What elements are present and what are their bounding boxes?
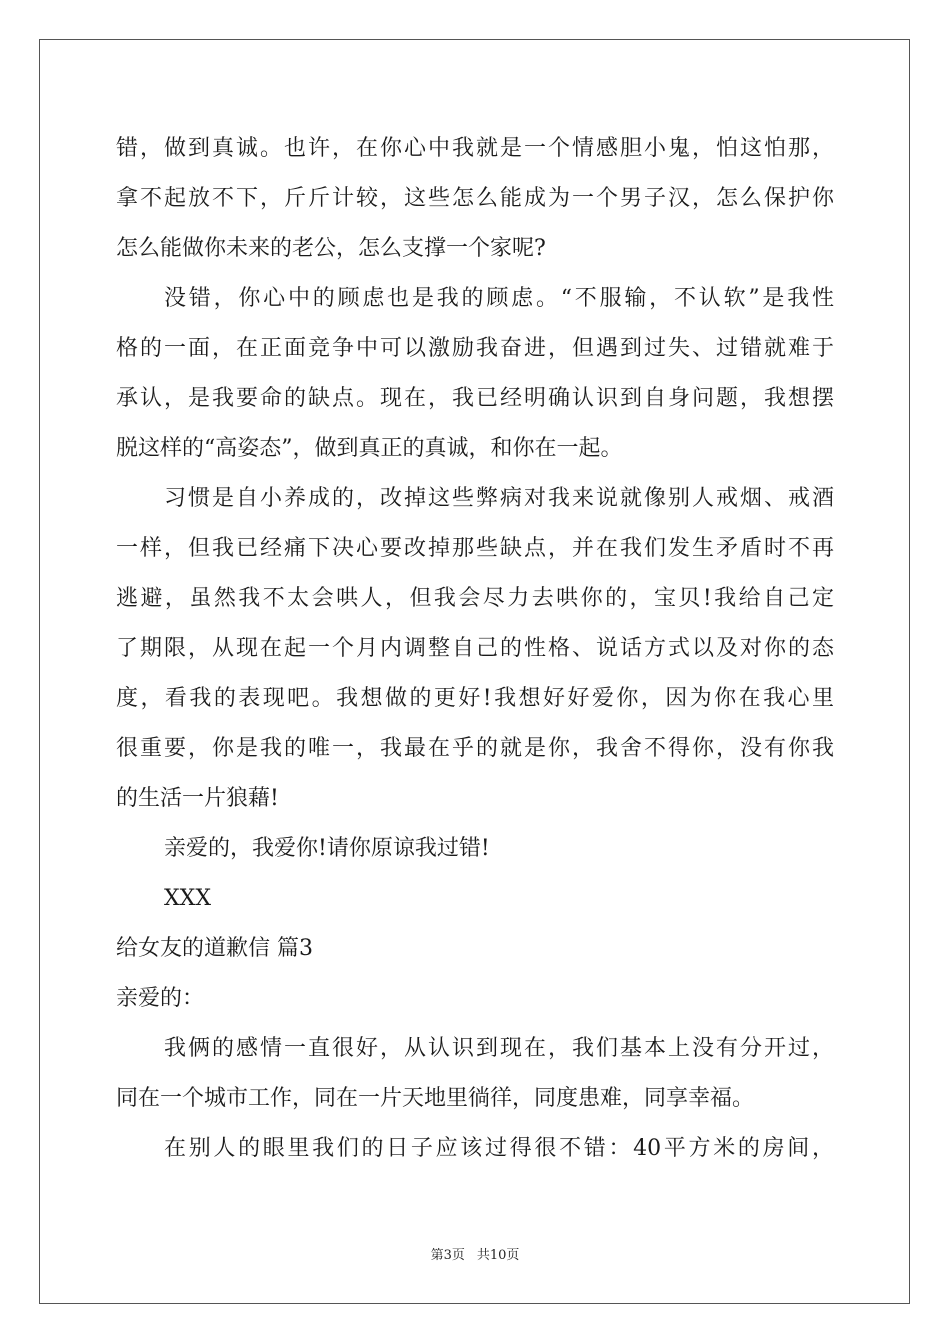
text-line: 在别人的眼里我们的日子应该过得很不错：40平方米的房间，	[164, 1136, 834, 1161]
text-line: 一样，但我已经痛下决心要改掉那些缺点，并在我们发生矛盾时不再	[116, 536, 834, 561]
text-line: 没错，你心中的顾虑也是我的顾虑。“不服输，不认软”是我性	[164, 286, 834, 311]
text-line: 承认，是我要命的缺点。现在，我已经明确认识到自身问题，我想摆	[116, 386, 834, 411]
text-line: 怎么能做你未来的老公，怎么支撑一个家呢?	[116, 236, 546, 261]
text-line: 逃避，虽然我不太会哄人，但我会尽力去哄你的，宝贝!我给自己定	[116, 586, 834, 611]
text-line: 同在一个城市工作，同在一片天地里徜徉，同度患难，同享幸福。	[116, 1086, 755, 1111]
page-number: 第3页	[430, 1248, 465, 1263]
text-line: 了期限，从现在起一个月内调整自己的性格、说话方式以及对你的态	[116, 636, 834, 661]
text-line: 亲爱的，我爱你!请你原谅我过错!	[164, 836, 490, 861]
section-heading: 给女友的道歉信 篇3	[116, 936, 313, 961]
text-line: 错，做到真诚。也许，在你心中我就是一个情感胆小鬼，怕这怕那，	[116, 136, 834, 161]
text-line: 我俩的感情一直很好，从认识到现在，我们基本上没有分开过，	[164, 1036, 834, 1061]
signature: XXX	[164, 886, 211, 911]
text-line: 很重要，你是我的唯一，我最在乎的就是你，我舍不得你，没有你我	[116, 736, 834, 761]
page-border	[39, 39, 910, 1304]
page-total: 共10页	[476, 1248, 520, 1263]
text-line: 拿不起放不下，斤斤计较，这些怎么能成为一个男子汉，怎么保护你	[116, 186, 834, 211]
salutation: 亲爱的：	[116, 986, 205, 1011]
text-line: 度，看我的表现吧。我想做的更好!我想好好爱你，因为你在我心里	[116, 686, 834, 711]
text-line: 脱这样的“高姿态”，做到真正的真诚，和你在一起。	[116, 436, 623, 461]
text-line: 的生活一片狼藉!	[116, 786, 279, 811]
page-footer	[0, 1247, 950, 1265]
text-line: 格的一面，在正面竞争中可以激励我奋进，但遇到过失、过错就难于	[116, 336, 834, 361]
text-line: 习惯是自小养成的，改掉这些弊病对我来说就像别人戒烟、戒酒	[164, 486, 834, 511]
